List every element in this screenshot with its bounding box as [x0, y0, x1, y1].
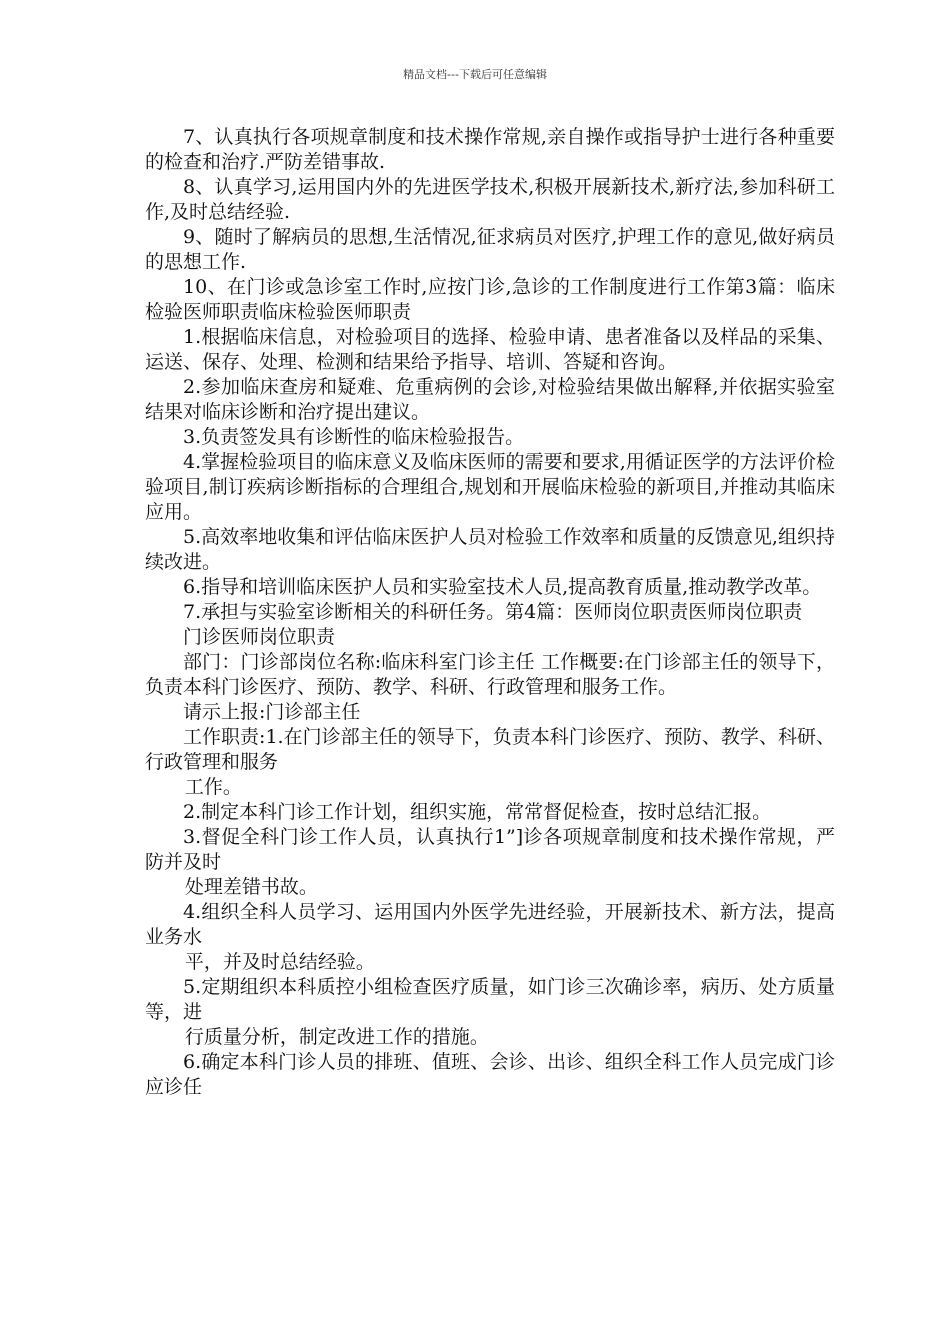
paragraph: 8、认真学习,运用国内外的先进医学技术,积极开展新技术,新疗法,参加科研工作,及时总结经验.	[145, 176, 835, 223]
paragraph: 2.参加临床查房和疑难、危重病例的会诊,对检验结果做出解释,并依据实验室结果对临床诊断和治疗提出建议。	[145, 376, 835, 423]
paragraph: 9、随时了解病员的思想,生活情况,征求病员对医疗,护理工作的意见,做好病员的思想工作.	[145, 226, 835, 273]
paragraph: 7、认真执行各项规章制度和技术操作常规,亲自操作或指导护士进行各种重要的检查和治疗.严防差错事故.	[145, 126, 835, 173]
section-heading: 门诊医师岗位职责	[183, 626, 336, 648]
paragraph: 6.指导和培训临床医护人员和实验室技术人员,提高教育质量,推动教学改革。	[183, 576, 822, 598]
paragraph: 平，并及时总结经验。	[184, 951, 375, 973]
paragraph: 3.督促全科门诊工作人员，认真执行1”]诊各项规章制度和技术操作常规，严防并及时	[145, 826, 835, 873]
paragraph: 4.掌握检验项目的临床意义及临床医师的需要和要求,用循证医学的方法评价检验项目,制订疾病诊断指标的合理组合,规划和开展临床检验的新项目,并推动其临床应用。	[145, 451, 835, 523]
paragraph: 1.根据临床信息，对检验项目的选择、检验申请、患者准备以及样品的采集、运送、保存、处理、检测和结果给予指导、培训、答疑和咨询。	[145, 326, 835, 373]
paragraph: 3.负责签发具有诊断性的临床检验报告。	[183, 426, 525, 448]
paragraph: 部门：门诊部岗位名称:临床科室门诊主任 工作概要:在门诊部主任的领导下，负责本科门诊医疗、预防、教学、科研、行政管理和服务工作。	[145, 651, 835, 698]
paragraph: 4.组织全科人员学习、运用国内外医学先进经验，开展新技术、新方法，提高业务水	[145, 901, 835, 948]
document-body	[145, 125, 835, 1100]
paragraph: 5.高效率地收集和评估临床医护人员对检验工作效率和质量的反馈意见,组织持续改进。	[145, 526, 835, 573]
paragraph: 处理差错书故。	[184, 876, 318, 898]
paragraph: 工作。	[184, 776, 242, 798]
paragraph: 行质量分析，制定改进工作的措施。	[184, 1026, 489, 1048]
paragraph: 工作职责:1.在门诊部主任的领导下，负责本科门诊医疗、预防、教学、科研、行政管理和服务	[145, 726, 835, 773]
page-header: 精品文档---下载后可任意编辑	[403, 68, 547, 81]
paragraph: 7.承担与实验室诊断相关的科研任务。第4篇：医师岗位职责医师岗位职责	[183, 601, 803, 623]
paragraph: 5.定期组织本科质控小组检查医疗质量，如门诊三次确诊率，病历、处方质量等，进	[145, 976, 835, 1023]
paragraph: 10、在门诊或急诊室工作时,应按门诊,急诊的工作制度进行工作第3篇：临床检验医师职责临床检验医师职责	[145, 276, 835, 323]
paragraph: 请示上报:门诊部主任	[183, 701, 361, 723]
paragraph: 2.制定本科门诊工作计划，组织实施，常常督促检查，按时总结汇报。	[183, 801, 772, 823]
paragraph: 6.确定本科门诊人员的排班、值班、会诊、出诊、组织全科工作人员完成门诊应诊任	[145, 1051, 835, 1098]
